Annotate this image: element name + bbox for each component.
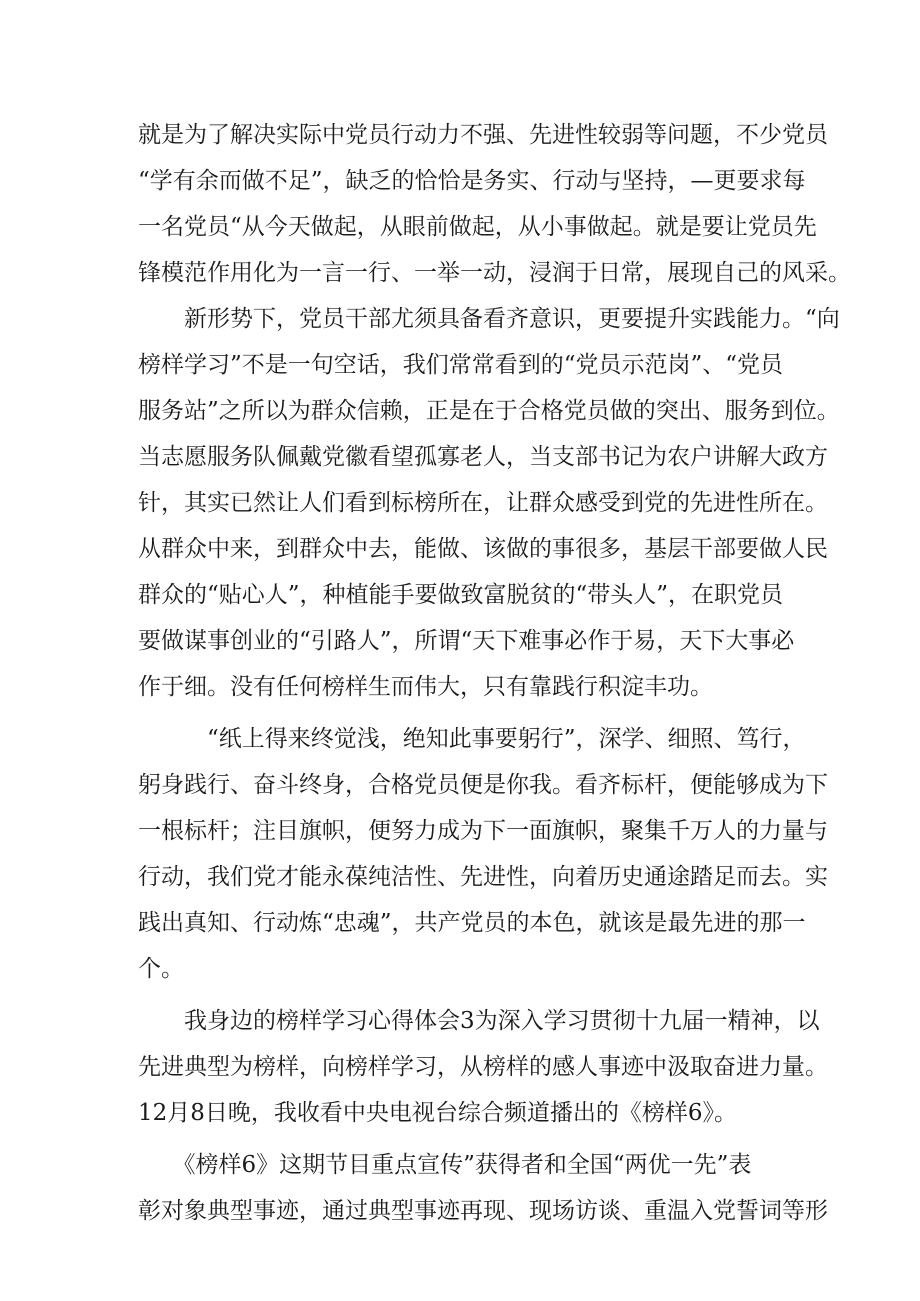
text-line: 作于细。没有任何榜样生而伟大，只有靠践行积淀丰功。 <box>138 674 713 700</box>
text-line: 就是为了解决实际中党员行动力不强、先进性较弱等问题，不少党员 <box>138 122 828 148</box>
text-line: 我身边的榜样学习心得体会3为深入学习贯彻十九届一精神，以 <box>138 1008 820 1034</box>
text-line: 当志愿服务队佩戴党徽看望孤寡老人，当支部书记为农户讲解大政方 <box>138 444 828 470</box>
text-line: “纸上得来终觉浅，绝知此事要躬行”，深学、细照、笃行， <box>138 726 806 752</box>
text-line: 《榜样6》这期节目重点宣传”获得者和全国“两优一先”表 <box>138 1152 752 1178</box>
text-line: 新形势下，党员干部尤须具备看齐意识，更要提升实践能力。“向 <box>138 306 840 332</box>
paragraph <box>138 716 828 992</box>
text-line: 先进典型为榜样，向榜样学习，从榜样的感人事迹中汲取奋进力量。 <box>138 1054 828 1080</box>
paragraph <box>138 112 851 296</box>
text-line: 践出真知、行动炼“忠魂”，共产党员的本色，就该是最先进的那一 <box>138 910 806 936</box>
text-line: 12月8日晚，我收看中央电视台综合频道播出的《榜样6》。 <box>138 1100 738 1126</box>
text-line: 要做谋事创业的“引路人”，所谓“天下难事必作于易，天下大事必 <box>138 628 795 654</box>
text-line: 行动，我们党才能永葆纯洁性、先进性，向着历史通途踏足而去。实 <box>138 864 828 890</box>
text-line: 服务站”之所以为群众信赖，正是在于合格党员做的突出、服务到位。 <box>138 398 840 424</box>
text-line: 躬身践行、奋斗终身，合格党员便是你我。看齐标杆，便能够成为下 <box>138 772 828 798</box>
text-line: 榜样学习”不是一句空话，我们常常看到的“党员示范岗”、“党员 <box>138 352 784 378</box>
text-line: 一名党员“从今天做起，从眼前做起，从小事做起。就是要让党员先 <box>138 214 817 240</box>
text-line: 针，其实已然让人们看到标榜所在，让群众感受到党的先进性所在。 <box>138 490 828 516</box>
text-line: 一根标杆；注目旗帜，便努力成为下一面旗帜，聚集千万人的力量与 <box>138 818 828 844</box>
text-line: 锋模范作用化为一言一行、一举一动，浸润于日常，展现自己的风采。 <box>138 260 851 286</box>
paragraph <box>138 296 840 710</box>
paragraph <box>138 1142 828 1234</box>
text-line: 个。 <box>138 956 184 982</box>
document-body <box>138 112 851 1234</box>
text-line: 彰对象典型事迹，通过典型事迹再现、现场访谈、重温入党誓词等形 <box>138 1198 828 1224</box>
text-line: “学有余而做不足”，缺乏的恰恰是务实、行动与坚持，—更要求每 <box>138 168 806 194</box>
paragraph <box>138 998 828 1136</box>
text-line: 群众的“贴心人”，种植能手要做致富脱贫的“带头人”，在职党员 <box>138 582 784 608</box>
text-line: 从群众中来，到群众中去，能做、该做的事很多，基层干部要做人民 <box>138 536 828 562</box>
